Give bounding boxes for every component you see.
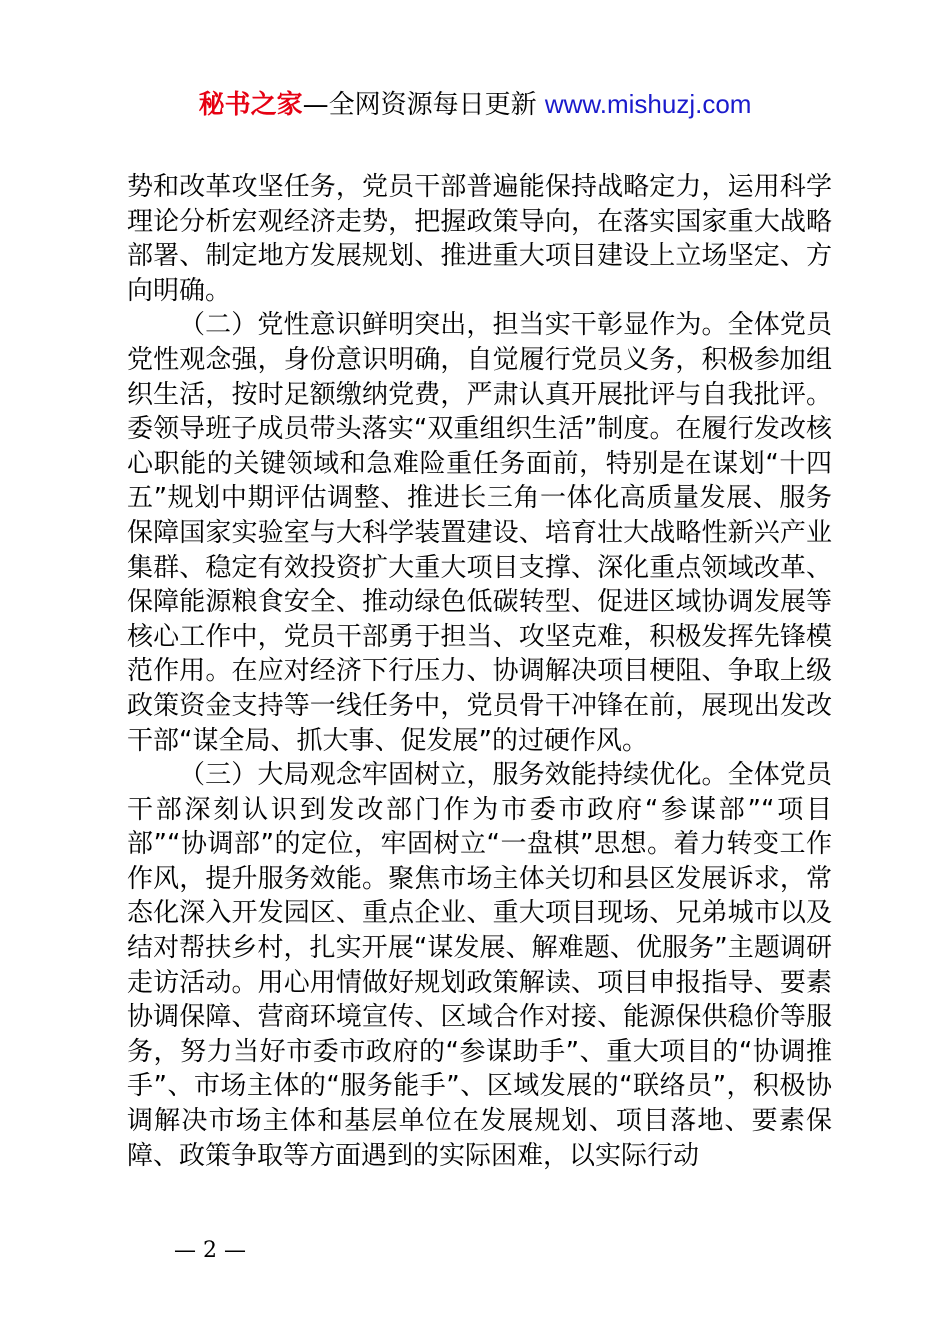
header-url[interactable]: www.mishuzj.com bbox=[544, 89, 752, 119]
page-number: — 2 — bbox=[174, 1238, 246, 1263]
brand-name: 秘书之家 bbox=[198, 90, 303, 120]
document-body bbox=[127, 170, 832, 1173]
paragraph-section-3: （三）大局观念牢固树立，服务效能持续优化。全体党员干部深刻认识到发改部门作为市委市政府“参谋部”“项目部”“协调部”的定位，牢固树立“一盘棋”思想。着力转变工作作风，提升服务效能。聚焦市场主体关切和县区发展诉求，常态化深入开发园区、重点企业、重大项目现场、兄弟城市以及结对帮扶乡村，扎实开展“谋发展、解难题、优服务”主题调研走访活动。用心用情做好规划政策解读、项目申报指导、要素协调保障、营商环境宣传、区域合作对接、能源保供稳价等服务，努力当好市委市政府的“参谋助手”、重大项目的“协调推手”、市场主体的“服务能手”、区域发展的“联络员”，积极协调解决市场主体和基层单位在发展规划、项目落地、要素保障、政策争取等方面遇到的实际困难，以实际行动 bbox=[127, 760, 832, 1171]
paragraph-section-2: （二）党性意识鲜明突出，担当实干彰显作为。全体党员党性观念强，身份意识明确，自觉履行党员义务，积极参加组织生活，按时足额缴纳党费，严肃认真开展批评与自我批评。委领导班子成员带头落实“双重组织生活”制度。在履行发改核心职能的关键领域和急难险重任务面前，特别是在谋划“十四五”规划中期评估调整、推进长三角一体化高质量发展、服务保障国家实验室与大科学装置建设、培育壮大战略性新兴产业集群、稳定有效投资扩大重大项目支撑、深化重点领域改革、保障能源粮食安全、推动绿色低碳转型、促进区域协调发展等核心工作中，党员干部勇于担当、攻坚克难，积极发挥先锋模范作用。在应对经济下行压力、协调解决项目梗阻、争取上级政策资金支持等一线任务中，党员骨干冲锋在前，展现出发改干部“谋全局、抓大事、促发展”的过硬作风。 bbox=[127, 310, 832, 756]
page-header bbox=[0, 86, 950, 123]
header-tagline: —全网资源每日更新 bbox=[302, 90, 545, 120]
paragraph-continued: 势和改革攻坚任务，党员干部普遍能保持战略定力，运用科学理论分析宏观经济走势，把握政策导向，在落实国家重大战略部署、制定地方发展规划、推进重大项目建设上立场坚定、方向明确。 bbox=[127, 172, 832, 306]
